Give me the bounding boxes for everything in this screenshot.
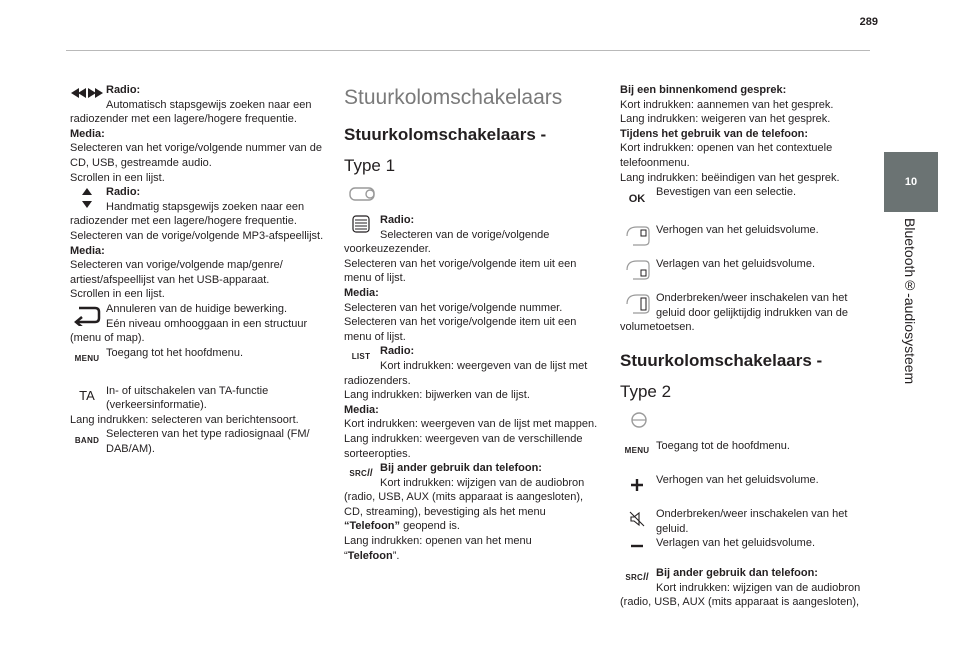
body-text: Annuleren van de huidige bewerking. bbox=[106, 302, 288, 315]
src-phone-button-icon: SRC // bbox=[625, 571, 649, 583]
media-heading: Media: bbox=[70, 127, 105, 140]
body-text: Verhogen van het geluidsvolume. bbox=[656, 473, 819, 486]
minus-icon bbox=[620, 536, 654, 556]
page-number: 289 bbox=[859, 16, 878, 28]
mute-speaker-icon bbox=[620, 507, 654, 531]
menu-button-icon: MENU bbox=[74, 354, 100, 364]
menu-button-icon: MENU bbox=[624, 445, 650, 455]
body-text: Kort indrukken: aannemen van het gesprek. bbox=[620, 98, 834, 111]
body-text: Scrollen in een lijst. bbox=[70, 288, 165, 301]
volume-up-switch-icon bbox=[620, 223, 654, 247]
body-text: radiozender met een lagere/hogere frequentie. bbox=[70, 113, 297, 126]
mute-switch-icon bbox=[620, 291, 654, 315]
body-text: Verhogen van het geluidsvolume. bbox=[656, 224, 819, 237]
body-text: Scrollen in een lijst. bbox=[70, 171, 165, 184]
top-divider bbox=[66, 50, 870, 51]
radio-heading: Radio: bbox=[380, 345, 415, 358]
body-text: Verlagen van het geluidsvolume. bbox=[656, 258, 815, 271]
section-title: Stuurkolomschakelaars bbox=[344, 86, 563, 109]
thumbwheel-icon bbox=[344, 213, 378, 235]
body-text: Lang indrukken: selecteren van berichtensoort. bbox=[70, 413, 299, 426]
radio-heading: Radio: bbox=[106, 186, 141, 199]
call-heading: Bij een binnenkomend gesprek: bbox=[620, 84, 787, 96]
radio-heading: Radio: bbox=[380, 214, 415, 226]
body-text: Verlagen van het geluidsvolume. bbox=[656, 537, 815, 550]
body-text: Selecteren van het type radiosignaal (FM/ DAB/AM). bbox=[106, 428, 310, 456]
body-text: Lang indrukken: openen van het menu bbox=[344, 535, 532, 548]
body-text: Kort indrukken: weergeven van de lijst met radiozenders. bbox=[344, 359, 588, 387]
phone-heading: Bij ander gebruik dan telefoon: bbox=[656, 567, 818, 580]
body-text: Bevestigen van een selectie. bbox=[656, 186, 797, 199]
chapter-label: Bluetooth®-audiosysteem bbox=[902, 218, 918, 385]
subsection-type: Type 2 bbox=[620, 381, 672, 401]
body-text: geopend is. bbox=[403, 520, 460, 533]
plus-icon bbox=[620, 473, 654, 497]
body-text: In- of uitschakelen van TA-functie (verkeersinformatie). bbox=[106, 384, 269, 412]
body-text: Lang indrukken: weigeren van het gesprek. bbox=[620, 113, 831, 126]
volume-down-switch-icon bbox=[620, 257, 654, 281]
body-text: Kort indrukken: weergeven van de lijst met mappen. bbox=[344, 418, 598, 431]
body-text: Onderbreken/weer inschakelen van het geluid. bbox=[656, 507, 848, 535]
column-middle: Stuurkolomschakelaars Stuurkolomschakelaars - Type 1 Radio: Selecteren van de vorige/volgende voorkeuzezender. Selecteren van het vorige/volgende item uit een menu of lijst. Media: Selecteren van het vorige/volgende nummer. Selecteren van het vorige/volgende item uit een menu of lijst. LIST Radio: Kort indrukken: weergeven van de lijst met radiozenders. Lang indrukken: bijwerken van de lijst. Media: Kort indrukken: weergeven van de lijst met mappen. Lang indrukken: weergeven van de verschillende sorteeropties. SRC // Bij ander gebruik dan telefoon: Kort indrukken: wijzigen van de audiobron (radio, USB, AUX (mits apparaat is aangesloten), CD, streaming), bevestiging als het menu “Telefoon” geopend is. Lang indrukken: openen van het menu “Telefoon”. bbox=[344, 83, 602, 563]
body-text: Automatisch stapsgewijs zoeken naar een bbox=[106, 98, 312, 111]
body-text: Selecteren van het vorige/volgende nummer. bbox=[344, 301, 563, 314]
list-button-icon: LIST bbox=[351, 352, 371, 362]
subsection-title: Stuurkolomschakelaars - bbox=[620, 350, 823, 370]
subsection-title: Stuurkolomschakelaars - bbox=[344, 125, 547, 144]
body-text: Selecteren van de vorige/volgende voorkeuzezender. bbox=[344, 228, 550, 256]
body-text: Selecteren van het vorige/volgende item uit een menu of lijst. bbox=[344, 316, 577, 343]
chapter-tab[interactable]: 10 bbox=[884, 152, 938, 212]
up-down-arrows-icon bbox=[70, 185, 104, 211]
ta-button-icon: TA bbox=[79, 388, 95, 404]
body-text: Selecteren van het vorige/volgende nummer van de CD, USB, gestreamde audio. bbox=[70, 142, 322, 169]
body-text: Kort indrukken: wijzigen van de audiobron (radio, USB, AUX (mits apparaat is aangesloten), CD, streaming), bevestiging als het menu bbox=[344, 476, 585, 518]
steering-switch-type1-icon bbox=[348, 185, 378, 203]
body-text: radiozender met een lagere/hogere frequentie. bbox=[70, 215, 297, 228]
body-text: Toegang tot het hoofdmenu. bbox=[106, 346, 243, 359]
ok-button-icon: OK bbox=[628, 192, 646, 205]
body-text: Lang indrukken: bijwerken van de lijst. bbox=[344, 389, 530, 402]
phone-heading: Tijdens het gebruik van de telefoon: bbox=[620, 127, 809, 140]
radio-heading: Radio: bbox=[106, 84, 141, 96]
column-left bbox=[70, 83, 328, 457]
body-text: Selecteren van vorige/volgende map/genre/ artiest/afspeellijst van het USB-apparaat. bbox=[70, 259, 283, 286]
body-text: Eén niveau omhooggaan in een structuur (menu of map). bbox=[70, 317, 308, 345]
body-text: Lang indrukken: beëindigen van het gesprek. bbox=[620, 171, 840, 184]
body-text: Selecteren van de vorige/volgende MP3-afspeellijst. bbox=[70, 229, 324, 242]
column-right bbox=[620, 83, 878, 610]
menu-name: Telefoon bbox=[347, 549, 393, 562]
phone-heading: Bij ander gebruik dan telefoon: bbox=[380, 462, 542, 475]
back-arrow-icon bbox=[70, 302, 104, 328]
media-heading: Media: bbox=[70, 244, 105, 257]
band-button-icon: BAND bbox=[74, 436, 100, 446]
src-phone-button-icon: SRC // bbox=[349, 467, 373, 479]
body-text: Onderbreken/weer inschakelen van het geluid door gelijktijdig indrukken van de volumetoetsen. bbox=[620, 292, 849, 334]
body-text: Selecteren van het vorige/volgende item uit een menu of lijst. bbox=[344, 257, 577, 285]
body-text: Kort indrukken: openen van het contextuele telefoonmenu. bbox=[620, 142, 833, 169]
menu-name: “Telefoon” bbox=[344, 520, 401, 533]
body-text: Toegang tot de hoofdmenu. bbox=[656, 439, 790, 452]
body-text: Lang indrukken: weergeven van de verschillende sorteeropties. bbox=[344, 432, 583, 460]
seek-arrows-icon bbox=[70, 83, 104, 103]
body-text: Handmatig stapsgewijs zoeken naar een bbox=[106, 200, 305, 213]
media-heading: Media: bbox=[344, 403, 379, 416]
body-text: Kort indrukken: wijzigen van de audiobron (radio, USB, AUX (mits apparaat is aangesloten), bbox=[620, 581, 861, 609]
subsection-type: Type 1 bbox=[344, 156, 396, 175]
media-heading: Media: bbox=[344, 286, 379, 299]
steering-switch-type2-icon bbox=[624, 411, 654, 429]
